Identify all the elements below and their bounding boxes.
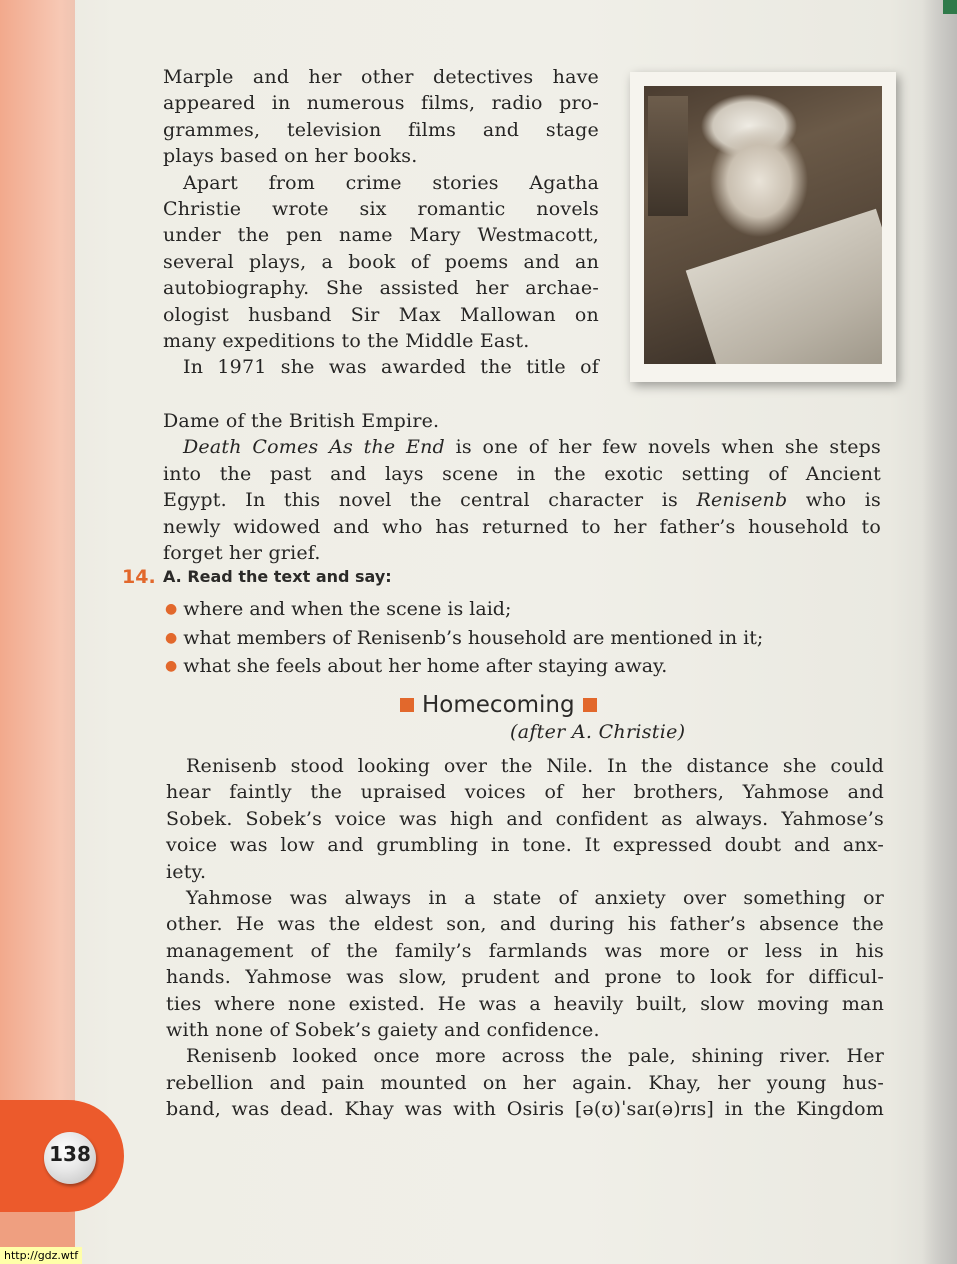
story-line: rebellion and pain mounted on her again. Khay, her young hus- xyxy=(166,1071,884,1094)
story-line: iety. xyxy=(166,860,207,883)
top-column-line: Apart from crime stories Agatha xyxy=(183,171,599,194)
intro-paragraph xyxy=(163,408,881,566)
top-column-line: many expeditions to the Middle East. xyxy=(163,330,530,353)
top-column-line: under the pen name Mary Westmacott, xyxy=(163,224,599,247)
bullet-icon: ● xyxy=(165,601,178,617)
top-column-line: Christie wrote six romantic novels xyxy=(163,198,599,221)
bullet-icon: ● xyxy=(165,658,178,675)
left-margin-strip xyxy=(0,0,75,1264)
corner-tab xyxy=(943,0,957,14)
source-url-label: http://gdz.wtf xyxy=(0,1247,82,1264)
story-title: Homecoming xyxy=(400,692,597,718)
story-line: management of the family’s farmlands was more or less in his xyxy=(166,939,884,962)
square-bullet-icon xyxy=(583,698,597,712)
top-column-text xyxy=(163,64,599,381)
story-line: ties where none existed. He was a heavily built, slow moving man xyxy=(166,992,884,1015)
story-line: other. He was the eldest son, and during his father’s absence the xyxy=(166,913,884,936)
character-name: Renisenb xyxy=(696,489,788,512)
story-line: hear faintly the upraised voices of her brothers, Yahmose and xyxy=(166,781,884,804)
intro-line-5: forget her grief. xyxy=(163,542,321,565)
top-column-line: Marple and her other detectives have xyxy=(163,66,599,88)
square-bullet-icon xyxy=(400,698,414,712)
exercise-heading: A. Read the text and say: xyxy=(163,567,392,586)
page-gutter-shadow xyxy=(922,0,957,1264)
exercise-number: 14. xyxy=(122,566,156,588)
top-column-line: ologist husband Sir Max Mallowan on xyxy=(163,303,599,326)
story-line: Sobek. Sobek’s voice was high and confident as always. Yahmose’s xyxy=(166,807,884,830)
intro-line-1: Death Comes As the End is one of her few novels when she steps xyxy=(183,436,881,459)
story-line: voice was low and grumbling in tone. It expressed doubt and anx- xyxy=(166,834,884,857)
top-column-line: plays based on her books. xyxy=(163,145,418,168)
list-item: ● where and when the scene is laid; xyxy=(165,598,512,620)
list-item: ● what she feels about her home after staying away. xyxy=(165,655,668,678)
intro-line-3: Egypt. In this novel the central character is Renisenb who is xyxy=(163,489,881,512)
intro-line-4: newly widowed and who has returned to her father’s household to xyxy=(163,515,881,538)
top-column-line: In 1971 she was awarded the title of xyxy=(183,356,599,379)
list-item: ● what members of Renisenb’s household are mentioned in it; xyxy=(165,626,764,649)
story-line: Renisenb looked once more across the pale, shining river. Her xyxy=(186,1045,884,1068)
story-line: band, was dead. Khay was with Osiris [ə(ʊ)ˈsaɪ(ə)rɪs] in the Kingdom xyxy=(166,1098,884,1121)
story-line: hands. Yahmose was slow, prudent and prone to look for difficul- xyxy=(166,966,884,989)
top-column-line: appeared in numerous films, radio pro- xyxy=(163,92,599,115)
story-line: Yahmose was always in a state of anxiety over something or xyxy=(186,887,884,910)
story-line: with none of Sobek’s gaiety and confidence. xyxy=(166,1019,600,1042)
dame-line: Dame of the British Empire. xyxy=(163,410,440,432)
story-text xyxy=(166,753,884,1123)
exercise-bullet-list xyxy=(165,596,763,682)
intro-line-2: into the past and lays scene in the exotic setting of Ancient xyxy=(163,462,881,485)
story-line: Renisenb stood looking over the Nile. In the distance she could xyxy=(186,755,884,777)
page-number: 138 xyxy=(49,1142,91,1166)
top-column-line: several plays, a book of poems and an xyxy=(163,250,599,273)
top-column-line: autobiography. She assisted her archae- xyxy=(163,277,599,300)
story-subtitle: (after A. Christie) xyxy=(510,721,686,743)
author-portrait-image xyxy=(644,86,882,364)
novel-title: Death Comes As the End xyxy=(183,436,445,459)
page-number-tab xyxy=(0,1100,124,1212)
top-column-line: grammes, television films and stage xyxy=(163,118,599,141)
bullet-icon: ● xyxy=(165,629,178,646)
author-photo xyxy=(630,72,896,382)
